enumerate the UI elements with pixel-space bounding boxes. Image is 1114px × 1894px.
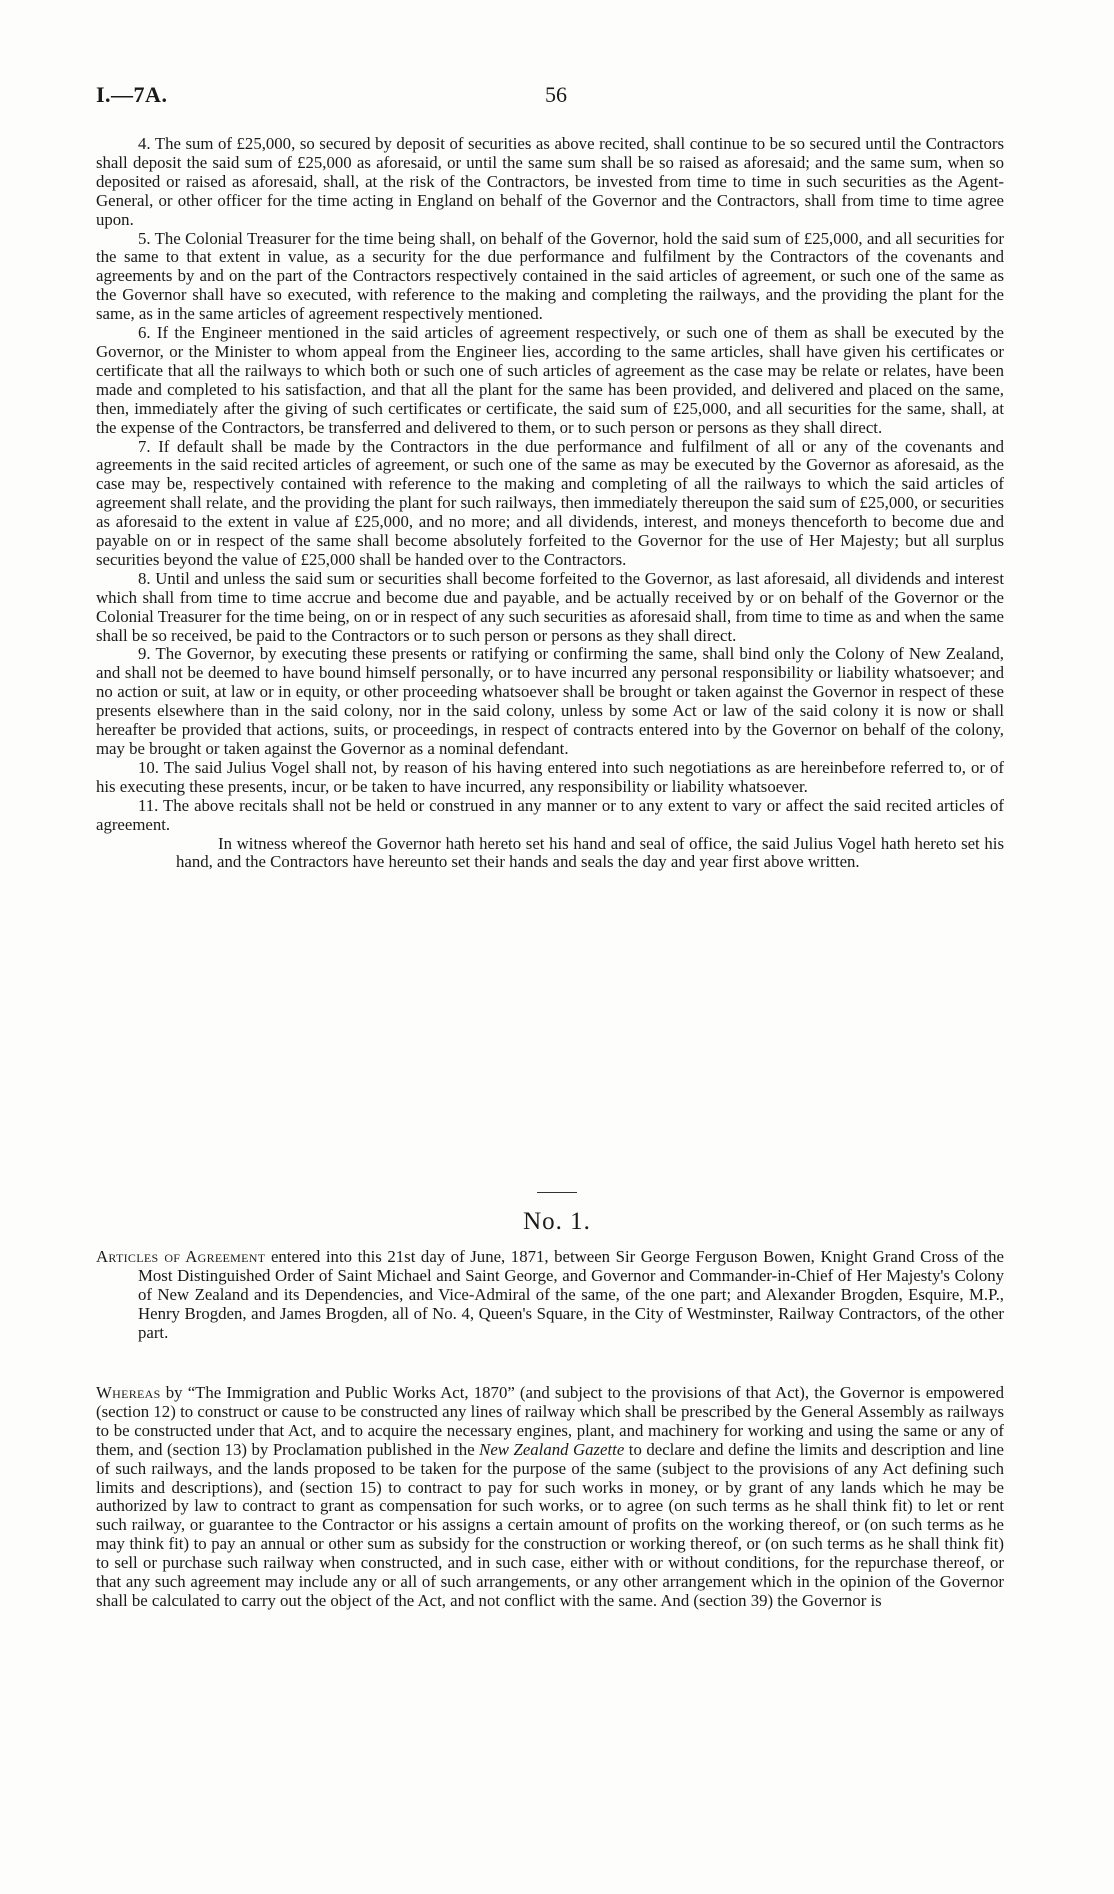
clause-5: 5. The Colonial Treasurer for the time being shall, on behalf of the Governor, hold the said sum of £25,000, and all securities for the same to that extent in value, as a security for the due performance and fulfilment by the Contractors of the covenants and agreements by and on the part of the Contractors respectively contained in the said articles of agreement, or such one of the same as the Governor shall have so executed, with reference to the making and completing the railways, and the providing the plant for the same, as in the same articles of agreement respectively mentioned.	[96, 228, 1004, 324]
clause-9: 9. The Governor, by executing these presents or ratifying or confirming the same, shall bind only the Colony of New Zealand, and shall not be deemed to have bound himself personally, or to have incurred any personal responsibility or liability whatsoever; and no action or suit, at law or in equity, or other proceeding whatsoever shall be brought or taken against the Governor in respect of these presents elsewhere than in the said colony, nor in the said colony, unless by some Act or law of the said colony it is now or shall hereafter be provided that actions, suits, or proceedings, in respect of contracts entered into by the Governor on behalf of the colony, may be brought or taken against the Governor as a nominal defendant.	[96, 644, 1004, 758]
articles-text: entered into this 21st day of June, 1871, between Sir George Ferguson Bowen, Knight Grand Cross of the Most Distinguished Order of Saint Michael and Saint George, and Governor and Commander-in-Chief of Her Majesty's Colony of New Zealand and its Dependencies, and Vice-Admiral of the same, of the one part; and Alexander Brogden, Esquire, M.P., Henry Brogden, and James Brogden, all of No. 4, Queen's Square, in the City of Westminster, Railway Contractors, of the other part.	[138, 1247, 1004, 1342]
articles-paragraph	[96, 1248, 1004, 1343]
articles-of-agreement	[96, 1248, 1004, 1343]
clause-7: 7. If default shall be made by the Contractors in the due performance and fulfilment of all or any of the covenants and agreements in the said recited articles of agreement, or such one of the same as may be executed by the Governor as aforesaid, as the case may be, respectively contained with reference to the making and completing of all the railways to which the said articles of agreement shall relate, and the providing the plant for such railways, then immediately thereupon the said sum of £25,000, or securities as aforesaid to the extent in value af £25,000, and no more; and all dividends, interest, and moneys thenceforth to become due and payable on or in respect of the same shall become absolutely forfeited to the Governor for the use of Her Majesty; but all surplus securities beyond the value of £25,000 shall be handed over to the Contractors.	[96, 436, 1004, 569]
clause-6: 6. If the Engineer mentioned in the said articles of agreement respectively, or such one of them as shall be executed by the Governor, or the Minister to whom appeal from the Engineer lies, according to the same articles, shall have given his certificates or certificate that all the railways to which both or such one of such articles of agreement as the case may be relate or relates, have been made and completed to his satisfaction, and that all the plant for the same has been provided, and delivered and placed on the same, then, immediately after the giving of such certificates or certificate, the said sum of £25,000, and all securities for the same, shall, at the expense of the Contractors, be transferred and delivered to them, or to such person or persons as they shall direct.	[96, 323, 1004, 437]
clause-10: 10. The said Julius Vogel shall not, by reason of his having entered into such negotiations as are hereinbefore referred to, or of his executing these presents, incur, or be taken to have incurred, any responsibility or liability whatsoever.	[96, 757, 1004, 796]
clause-4: 4. The sum of £25,000, so secured by deposit of securities as above recited, shall continue to be so secured until the Contractors shall deposit the said sum of £25,000 as aforesaid, or until the same sum shall be so raised as aforesaid; and the same sum, when so deposited or raised as aforesaid, shall, at the risk of the Contractors, be invested from time to time in such securities as the Agent-General, or other officer for the time acting in England on behalf of the Governor and the Contractors, shall from time to time agree upon.	[96, 134, 1004, 229]
page-number: 56	[545, 82, 567, 107]
whereas-lead: Whereas	[96, 1383, 161, 1402]
deed-clauses	[96, 135, 1004, 872]
articles-lead: Articles of Agreement	[96, 1247, 266, 1266]
whereas-part-2: to declare and define the limits and description and line of such railways, and the lands proposed to be taken for the purpose of the same (subject to the provisions of any Act defining such limits and descriptions), and (section 15) to contract to pay for such works in money, or by grant of any lands which he may be authorized by law to contract to grant as compensation for such works, or to agree (on such terms as he shall think fit) to let or rent such railway, or guarantee to the Contractor or his assigns a certain amount of profits on the working thereof, or (on such terms as he may think fit) to pay an annual or other sum as subsidy for the construction or working thereof, or (on such terms as he shall think fit) to sell or purchase such railway when constructed, and in such case, either with or without conditions, for the repurchase thereof, or that any such agreement may include any or all of such arrangements, or any other arrangement which in the opinion of the Governor shall be calculated to carry out the object of the Act, and not conflict with the same. And (section 39) the Governor is	[96, 1439, 1004, 1610]
whereas-recital	[96, 1384, 1004, 1611]
document-reference: I.—7A.	[96, 82, 168, 107]
witness-clause: In witness whereof the Governor hath hereto set his hand and seal of office, the said Julius Vogel hath hereto set his hand, and the Contractors have hereunto set their hands and seals the day and year first above written.	[176, 833, 1004, 872]
section-divider	[537, 1192, 577, 1193]
whereas-paragraph	[96, 1384, 1004, 1611]
whereas-part-1: by “The Immigration and Public Works Act, 1870” (and subject to the provisions of that Act), the Governor is empowered (section 12) to construct or cause to be constructed any lines of railway which shall be prescribed by the General Assembly as railways to be constructed under that Act, and to acquire the necessary engines, plant, and machinery for working and using the same or any of them, and (section 13) by Proclamation published in the	[96, 1383, 1004, 1459]
page-header	[96, 82, 1016, 112]
clause-11: 11. The above recitals shall not be held or construed in any manner or to any extent to vary or affect the said recited articles of agreement.	[96, 795, 1004, 834]
section-heading: No. 1.	[523, 1208, 591, 1235]
clause-8: 8. Until and unless the said sum or securities shall become forfeited to the Governor, as last aforesaid, all dividends and interest which shall from time to time accrue and become due and payable, and be actually received by or on behalf of the Governor or the Colonial Treasurer for the time being, on or in respect of any such securities as aforesaid shall, from time to time as and when the same shall be so received, be paid to the Contractors or to such person or persons as they shall direct.	[96, 568, 1004, 645]
gazette-title: New Zealand Gazette	[479, 1439, 625, 1459]
